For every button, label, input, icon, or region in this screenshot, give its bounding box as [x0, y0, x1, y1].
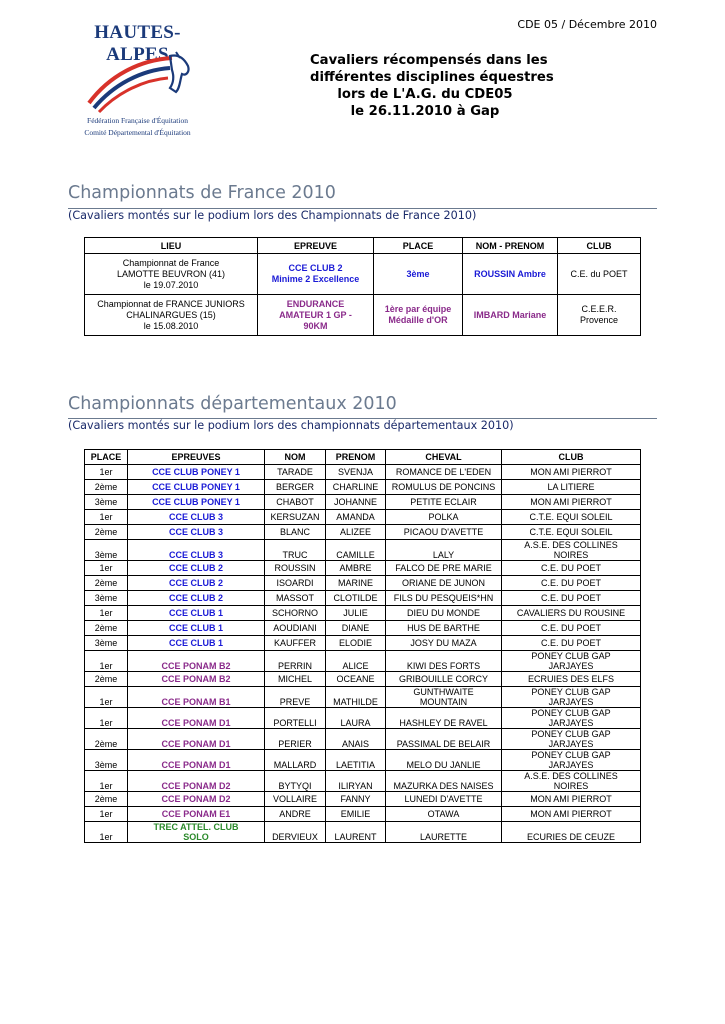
- cell-prenom: CHARLINE: [326, 480, 386, 495]
- cell-club-line: LA LITIERE: [547, 482, 595, 492]
- cell-place: 1er: [85, 465, 128, 480]
- cell-epreuve-line: CCE CLUB 1: [168, 608, 223, 618]
- cell-club: [558, 295, 641, 336]
- cell-place-line: 3ème: [406, 268, 430, 279]
- cell-cheval: [386, 561, 502, 576]
- cell-epreuve: [128, 792, 265, 807]
- cell-club: [502, 687, 641, 708]
- cell-place: 3ème: [85, 636, 128, 651]
- cell-club-line: A.S.E. DES COLLINES: [524, 540, 618, 550]
- cell-club: [502, 606, 641, 621]
- cell-place: 3ème: [85, 540, 128, 561]
- cell-epreuve: [128, 687, 265, 708]
- cell-club: [558, 254, 641, 295]
- col-header: EPREUVES: [128, 450, 265, 465]
- cell-nom: BYTYQI: [265, 771, 326, 792]
- cell-prenom: EMILIE: [326, 807, 386, 822]
- cell-place: 2ème: [85, 621, 128, 636]
- cell-club-line: MON AMI PIERROT: [530, 467, 612, 477]
- cell-cheval-line: ROMULUS DE PONCINS: [391, 482, 496, 492]
- cell-place: 3ème: [85, 495, 128, 510]
- cell-nom: SCHORNO: [265, 606, 326, 621]
- departemental-results-table: [84, 449, 641, 843]
- cell-epreuve-line: CCE PONAM D2: [161, 781, 231, 791]
- cell-epreuve-line: ENDURANCE: [286, 298, 345, 309]
- cell-cheval: [386, 540, 502, 561]
- cell-club-line: Provence: [579, 315, 619, 325]
- cell-epreuve-line: CCE PONAM D1: [161, 718, 231, 728]
- cell-club: [502, 771, 641, 792]
- table-row: [85, 540, 641, 561]
- cell-cheval-line: FALCO DE PRE MARIE: [395, 563, 492, 573]
- cell-epreuve: [128, 606, 265, 621]
- cell-prenom: DIANE: [326, 621, 386, 636]
- cell-cheval: [386, 687, 502, 708]
- cell-lieu-line: LAMOTTE BEUVRON (41): [116, 268, 226, 279]
- cell-prenom: ANAIS: [326, 729, 386, 750]
- cell-epreuve-line: CCE CLUB 2: [168, 593, 223, 603]
- cell-epreuve: [128, 636, 265, 651]
- table-row: [85, 254, 641, 295]
- cell-club-line: PONEY CLUB GAP: [531, 729, 611, 739]
- cell-club: [502, 807, 641, 822]
- cell-cheval-line: MAZURKA DES NAISES: [393, 781, 494, 791]
- cell-nom: AOUDIANI: [265, 621, 326, 636]
- cell-lieu: [85, 254, 258, 295]
- col-header: PLACE: [374, 238, 463, 254]
- cell-cheval: [386, 792, 502, 807]
- cell-place-line: 1ère par équipe: [384, 304, 452, 314]
- cell-club: [502, 480, 641, 495]
- cell-place: 1er: [85, 822, 128, 843]
- headline-line: Cavaliers récompensés dans les: [310, 53, 548, 68]
- table-row: [85, 687, 641, 708]
- cell-cheval: [386, 636, 502, 651]
- headline-line: lors de L'A.G. du CDE05: [337, 87, 513, 102]
- cell-club-line: PONEY CLUB GAP: [531, 750, 611, 760]
- cell-club-line: C.T.E. EQUI SOLEIL: [529, 527, 613, 537]
- cell-prenom: AMBRE: [326, 561, 386, 576]
- cell-club-line: PONEY CLUB GAP: [531, 651, 611, 661]
- cell-club: [502, 510, 641, 525]
- table-row: [85, 807, 641, 822]
- cell-epreuve-line: CCE PONAM B2: [161, 661, 231, 671]
- cell-prenom: ALIZEE: [326, 525, 386, 540]
- table-row: [85, 561, 641, 576]
- cell-club: [502, 792, 641, 807]
- cell-epreuve: [128, 672, 265, 687]
- cell-prenom: ELODIE: [326, 636, 386, 651]
- headline: [310, 52, 554, 120]
- col-header: CLUB: [502, 450, 641, 465]
- cell-club-line: C.E. DU POET: [540, 578, 601, 588]
- table-row: [85, 729, 641, 750]
- table-row: [85, 495, 641, 510]
- col-header: PRENOM: [326, 450, 386, 465]
- cell-epreuve-line: CCE CLUB PONEY 1: [152, 467, 240, 477]
- cell-prenom: OCEANE: [326, 672, 386, 687]
- cell-epreuve-line: 90KM: [303, 320, 328, 331]
- cell-cheval-line: ROMANCE DE L'EDEN: [395, 467, 492, 477]
- cell-place: 3ème: [85, 591, 128, 606]
- table-row: [85, 591, 641, 606]
- cell-prenom: SVENJA: [326, 465, 386, 480]
- cell-cheval-line: JOSY DU MAZA: [410, 638, 477, 648]
- cell-epreuve-line: CCE CLUB PONEY 1: [152, 497, 240, 507]
- cell-nom: ANDRE: [265, 807, 326, 822]
- table-row: [85, 771, 641, 792]
- cell-club-line: A.S.E. DES COLLINES: [524, 771, 618, 781]
- document-reference: CDE 05 / Décembre 2010: [517, 18, 657, 31]
- cell-cheval-line: GUNTHWAITE: [413, 687, 474, 697]
- table-row: [85, 651, 641, 672]
- cell-cheval-line: LALY: [432, 550, 455, 560]
- cell-epreuve-line: CCE PONAM B2: [161, 674, 231, 684]
- cell-nom: MICHEL: [265, 672, 326, 687]
- cell-cheval-line: PASSIMAL DE BELAIR: [396, 739, 491, 749]
- cell-cheval: [386, 729, 502, 750]
- cell-club: [502, 636, 641, 651]
- table-row: [85, 510, 641, 525]
- cell-cheval-line: LUNEDI D'AVETTE: [404, 794, 483, 804]
- cell-prenom: LAETITIA: [326, 750, 386, 771]
- cell-place: 1er: [85, 606, 128, 621]
- cell-place: 1er: [85, 561, 128, 576]
- cell-club-line: JARJAYES: [548, 739, 594, 749]
- cell-epreuve-line: CCE CLUB 2: [168, 563, 223, 573]
- col-header: PLACE: [85, 450, 128, 465]
- cell-nom: ISOARDI: [265, 576, 326, 591]
- cell-epreuve: [128, 807, 265, 822]
- cell-prenom: LAURA: [326, 708, 386, 729]
- logo: [70, 22, 205, 144]
- cell-nom: DERVIEUX: [265, 822, 326, 843]
- cell-place: [374, 254, 463, 295]
- cell-place: 1er: [85, 807, 128, 822]
- logo-federation: Fédération Française d'Équitation: [87, 116, 188, 125]
- cell-club-line: ECRUIES DES ELFS: [527, 674, 615, 684]
- cell-club-line: NOIRES: [553, 781, 589, 791]
- cell-lieu-line: CHALINARGUES (15): [126, 309, 216, 320]
- cell-cheval-line: KIWI DES FORTS: [406, 661, 481, 671]
- table-row: [85, 672, 641, 687]
- col-header: CLUB: [558, 238, 641, 254]
- cell-epreuve-line: CCE PONAM B1: [161, 697, 231, 707]
- cell-nom: ROUSSIN Ambre: [463, 254, 558, 295]
- cell-nom: BLANC: [265, 525, 326, 540]
- cell-cheval-line: LAURETTE: [419, 832, 467, 842]
- cell-lieu: [85, 295, 258, 336]
- cell-nom: IMBARD Mariane: [463, 295, 558, 336]
- cell-epreuve-line: SOLO: [183, 832, 209, 842]
- cell-cheval: [386, 651, 502, 672]
- table-row: [85, 606, 641, 621]
- cell-club-line: NOIRES: [553, 550, 589, 560]
- cell-cheval: [386, 591, 502, 606]
- cell-nom: MALLARD: [265, 750, 326, 771]
- table-row: [85, 465, 641, 480]
- cell-cheval-line: MOUNTAIN: [419, 697, 468, 707]
- cell-nom: PERIER: [265, 729, 326, 750]
- cell-club-line: MON AMI PIERROT: [530, 497, 612, 507]
- cell-cheval: [386, 525, 502, 540]
- section-title-departementaux: Championnats départementaux 2010: [68, 394, 397, 414]
- cell-epreuve-line: CCE CLUB 3: [168, 550, 223, 560]
- cell-nom: BERGER: [265, 480, 326, 495]
- cell-club: [502, 822, 641, 843]
- horse-logo-icon: [84, 48, 194, 114]
- cell-cheval: [386, 480, 502, 495]
- logo-title: HAUTES-ALPES: [94, 22, 181, 65]
- cell-place: 1er: [85, 651, 128, 672]
- cell-nom: CHABOT: [265, 495, 326, 510]
- section-title-france: Championnats de France 2010: [68, 183, 336, 203]
- cell-epreuve: [128, 495, 265, 510]
- col-header: CHEVAL: [386, 450, 502, 465]
- cell-epreuve: [128, 750, 265, 771]
- cell-epreuve-line: CCE PONAM D2: [161, 794, 231, 804]
- cell-cheval: [386, 495, 502, 510]
- cell-cheval-line: FILS DU PESQUEIS*HN: [393, 593, 494, 603]
- cell-club-line: C.T.E. EQUI SOLEIL: [529, 512, 613, 522]
- table-row: [85, 636, 641, 651]
- cell-club: [502, 561, 641, 576]
- cell-prenom: FANNY: [326, 792, 386, 807]
- cell-nom: PREVE: [265, 687, 326, 708]
- cell-epreuve: [258, 295, 374, 336]
- cell-lieu-line: le 15.08.2010: [143, 320, 199, 331]
- cell-club: [502, 540, 641, 561]
- cell-epreuve: [128, 576, 265, 591]
- cell-place: 3ème: [85, 750, 128, 771]
- cell-club: [502, 621, 641, 636]
- cell-lieu-line: Championnat de FRANCE JUNIORS: [97, 298, 245, 309]
- cell-epreuve-line: CCE CLUB 2: [168, 578, 223, 588]
- cell-place: 1er: [85, 687, 128, 708]
- cell-nom: TRUC: [265, 540, 326, 561]
- table-row: [85, 621, 641, 636]
- cell-epreuve-line: Minime 2 Excellence: [271, 274, 360, 284]
- cell-cheval-line: DIEU DU MONDE: [406, 608, 480, 618]
- cell-club: [502, 750, 641, 771]
- table-row: [85, 576, 641, 591]
- cell-nom: TARADE: [265, 465, 326, 480]
- cell-epreuve-line: TREC ATTEL. CLUB: [153, 822, 239, 832]
- cell-cheval: [386, 771, 502, 792]
- cell-epreuve: [128, 621, 265, 636]
- table-row: [85, 295, 641, 336]
- cell-cheval-line: MELO DU JANLIE: [406, 760, 481, 770]
- cell-cheval-line: GRIBOUILLE CORCY: [398, 674, 489, 684]
- table-row: [85, 525, 641, 540]
- cell-cheval: [386, 807, 502, 822]
- cell-club: [502, 708, 641, 729]
- cell-cheval-line: POLKA: [428, 512, 459, 522]
- cell-club-line: JARJAYES: [548, 661, 594, 671]
- cell-cheval: [386, 750, 502, 771]
- cell-prenom: MATHILDE: [326, 687, 386, 708]
- cell-prenom: ALICE: [326, 651, 386, 672]
- cell-club-line: JARJAYES: [548, 760, 594, 770]
- cell-prenom: AMANDA: [326, 510, 386, 525]
- cell-cheval: [386, 465, 502, 480]
- table-row: [85, 822, 641, 843]
- cell-prenom: MARINE: [326, 576, 386, 591]
- cell-epreuve-line: CCE CLUB 1: [168, 623, 223, 633]
- cell-place: 2ème: [85, 672, 128, 687]
- cell-epreuve: [128, 465, 265, 480]
- cell-prenom: ILIRYAN: [326, 771, 386, 792]
- cell-prenom: LAURENT: [326, 822, 386, 843]
- cell-cheval-line: OTAWA: [427, 809, 460, 819]
- cell-club-line: C.E. DU POET: [540, 563, 601, 573]
- cell-epreuve: [128, 525, 265, 540]
- cell-epreuve-line: CCE PONAM D1: [161, 739, 231, 749]
- cell-epreuve-line: CCE PONAM D1: [161, 760, 231, 770]
- cell-epreuve: [128, 510, 265, 525]
- table-header-row: [85, 238, 641, 254]
- col-header: NOM: [265, 450, 326, 465]
- cell-epreuve: [128, 729, 265, 750]
- cell-cheval-line: PETITE ECLAIR: [410, 497, 477, 507]
- cell-cheval: [386, 822, 502, 843]
- col-header: EPREUVE: [258, 238, 374, 254]
- cell-club-line: CAVALIERS DU ROUSINE: [516, 608, 626, 618]
- cell-place: 2ème: [85, 576, 128, 591]
- cell-club: [502, 672, 641, 687]
- cell-nom: ROUSSIN: [265, 561, 326, 576]
- cell-epreuve-line: AMATEUR 1 GP -: [279, 309, 352, 320]
- cell-place-line: Médaille d'OR: [388, 315, 448, 325]
- col-header: NOM - PRENOM: [463, 238, 558, 254]
- cell-epreuve: [128, 591, 265, 606]
- cell-prenom: JULIE: [326, 606, 386, 621]
- cell-club: [502, 465, 641, 480]
- cell-club-line: MON AMI PIERROT: [530, 794, 612, 804]
- cell-nom: KERSUZAN: [265, 510, 326, 525]
- cell-club-line: ECURIES DE CEUZE: [526, 832, 615, 842]
- cell-epreuve-line: CCE CLUB 2: [288, 263, 343, 273]
- table-row: [85, 708, 641, 729]
- cell-epreuve: [128, 540, 265, 561]
- cell-lieu-line: Championnat de France: [122, 257, 220, 268]
- cell-lieu-line: le 19.07.2010: [143, 279, 199, 290]
- cell-epreuve: [128, 480, 265, 495]
- cell-club-line: JARJAYES: [548, 718, 594, 728]
- cell-club: [502, 729, 641, 750]
- cell-place: 1er: [85, 708, 128, 729]
- cell-epreuve: [258, 254, 374, 295]
- col-header: LIEU: [85, 238, 258, 254]
- cell-cheval-line: HUS DE BARTHE: [407, 623, 480, 633]
- cell-club-line: PONEY CLUB GAP: [531, 708, 611, 718]
- cell-club-line: C.E. du POET: [570, 268, 628, 279]
- cell-prenom: CLOTILDE: [326, 591, 386, 606]
- cell-nom: KAUFFER: [265, 636, 326, 651]
- france-results-table: [84, 237, 641, 336]
- cell-place: 2ème: [85, 729, 128, 750]
- cell-place: 2ème: [85, 525, 128, 540]
- cell-cheval: [386, 708, 502, 729]
- table-row: [85, 480, 641, 495]
- cell-club: [502, 651, 641, 672]
- cell-prenom: CAMILLE: [326, 540, 386, 561]
- cell-place: 1er: [85, 771, 128, 792]
- cell-prenom: JOHANNE: [326, 495, 386, 510]
- cell-nom: MASSOT: [265, 591, 326, 606]
- cell-nom: VOLLAIRE: [265, 792, 326, 807]
- cell-epreuve-line: CCE PONAM E1: [161, 809, 231, 819]
- cell-epreuve: [128, 708, 265, 729]
- cell-place: [374, 295, 463, 336]
- cell-cheval: [386, 510, 502, 525]
- logo-comite: Comité Départemental d'Équitation: [84, 128, 191, 137]
- cell-epreuve-line: CCE CLUB 1: [168, 638, 223, 648]
- cell-cheval-line: ORIANE DE JUNON: [401, 578, 485, 588]
- cell-club: [502, 591, 641, 606]
- section-subtitle-france: (Cavaliers montés sur le podium lors des Championnats de France 2010): [68, 209, 477, 222]
- cell-cheval-line: HASHLEY DE RAVEL: [399, 718, 488, 728]
- cell-club-line: C.E. DU POET: [540, 623, 601, 633]
- cell-epreuve-line: CCE CLUB 3: [168, 512, 223, 522]
- cell-cheval-line: PICAOU D'AVETTE: [403, 527, 484, 537]
- cell-epreuve: [128, 561, 265, 576]
- cell-place: 2ème: [85, 792, 128, 807]
- cell-club: [502, 525, 641, 540]
- cell-club-line: C.E. DU POET: [540, 593, 601, 603]
- table-header-row: [85, 450, 641, 465]
- cell-club-line: PONEY CLUB GAP: [531, 687, 611, 697]
- cell-epreuve: [128, 822, 265, 843]
- headline-line: le 26.11.2010 à Gap: [350, 104, 500, 119]
- table-row: [85, 750, 641, 771]
- section-subtitle-departementaux: (Cavaliers montés sur le podium lors des championnats départementaux 2010): [68, 419, 514, 432]
- headline-line: différentes disciplines équestres: [310, 70, 554, 85]
- cell-epreuve-line: CCE CLUB 3: [168, 527, 223, 537]
- cell-nom: PORTELLI: [265, 708, 326, 729]
- cell-club-line: C.E.E.R.: [581, 304, 617, 314]
- cell-cheval: [386, 672, 502, 687]
- cell-cheval: [386, 606, 502, 621]
- cell-club-line: JARJAYES: [548, 697, 594, 707]
- cell-nom: PERRIN: [265, 651, 326, 672]
- cell-place: 1er: [85, 510, 128, 525]
- cell-epreuve: [128, 651, 265, 672]
- cell-club: [502, 576, 641, 591]
- cell-epreuve-line: CCE CLUB PONEY 1: [152, 482, 240, 492]
- cell-cheval: [386, 576, 502, 591]
- table-row: [85, 792, 641, 807]
- cell-place: 2ème: [85, 480, 128, 495]
- cell-club-line: C.E. DU POET: [540, 638, 601, 648]
- cell-club: [502, 495, 641, 510]
- cell-club-line: MON AMI PIERROT: [530, 809, 612, 819]
- cell-epreuve: [128, 771, 265, 792]
- cell-cheval: [386, 621, 502, 636]
